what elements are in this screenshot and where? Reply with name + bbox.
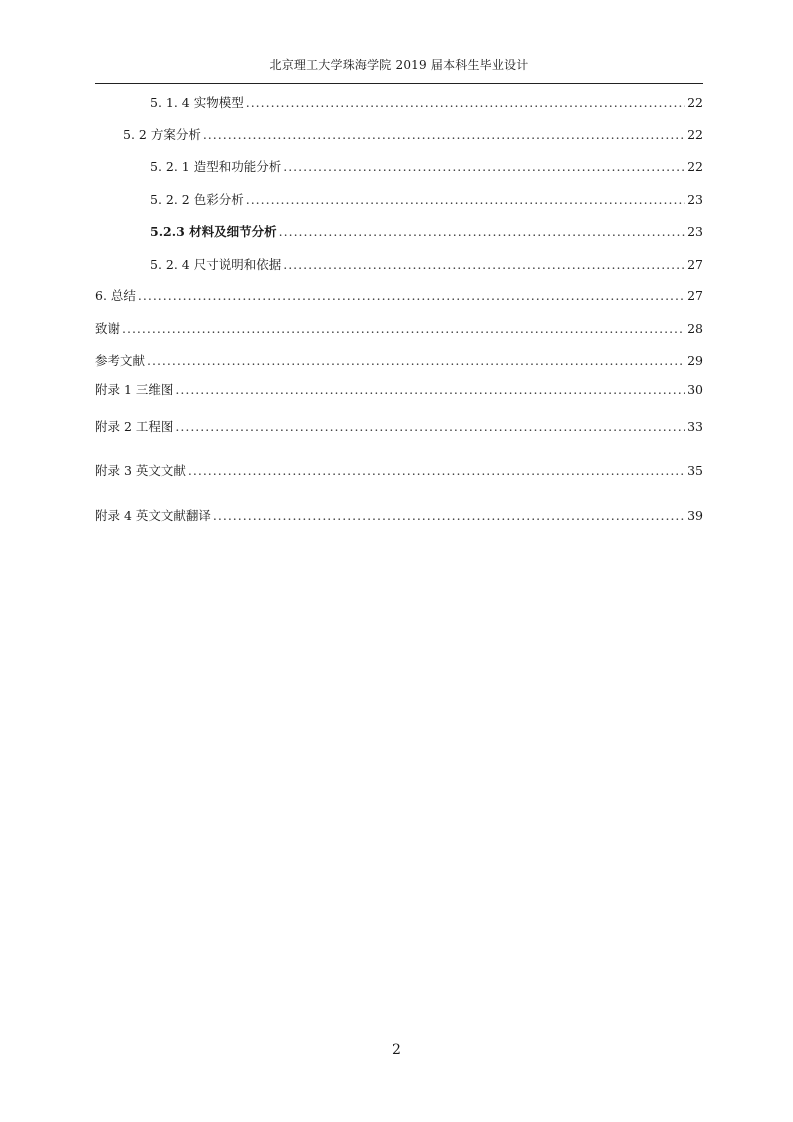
toc-entry-page: 39 bbox=[687, 508, 703, 523]
toc-entry[interactable] bbox=[95, 419, 703, 435]
toc-entry[interactable] bbox=[150, 224, 703, 240]
toc-entry[interactable] bbox=[150, 257, 703, 273]
page-number: 2 bbox=[392, 1042, 401, 1058]
toc-entry[interactable] bbox=[95, 508, 703, 524]
toc-leader-dots bbox=[246, 95, 685, 111]
toc-entry[interactable] bbox=[95, 288, 703, 304]
toc-entry-label: 5. 2. 1 造型和功能分析 bbox=[150, 159, 282, 174]
toc-entry-label: 5.2.3 材料及细节分析 bbox=[150, 224, 277, 239]
toc-entry[interactable] bbox=[150, 192, 703, 208]
toc-leader-dots bbox=[138, 288, 685, 304]
toc-leader-dots bbox=[147, 353, 685, 369]
header-rule bbox=[95, 83, 703, 84]
toc-entry-page: 22 bbox=[687, 159, 703, 174]
toc-entry-label: 附录 2 工程图 bbox=[95, 419, 174, 434]
toc-leader-dots bbox=[283, 159, 685, 175]
toc-leader-dots bbox=[188, 463, 685, 479]
toc-entry-page: 27 bbox=[687, 288, 703, 303]
toc-entry-page: 33 bbox=[687, 419, 703, 434]
toc-entry-label: 附录 1 三维图 bbox=[95, 382, 174, 397]
toc-entry-label: 附录 3 英文文献 bbox=[95, 463, 186, 478]
running-header: 北京理工大学珠海学院 2019 届本科生毕业设计 bbox=[269, 58, 529, 72]
toc-entry-label: 5. 2. 4 尺寸说明和依据 bbox=[150, 257, 282, 272]
toc-entry-label: 6. 总结 bbox=[95, 288, 136, 303]
toc-entry-label: 附录 4 英文文献翻译 bbox=[95, 508, 211, 523]
toc-entry-label: 致谢 bbox=[95, 321, 121, 336]
toc-entry-page: 22 bbox=[687, 95, 703, 110]
toc-entry-page: 27 bbox=[687, 257, 703, 272]
toc-entry-label: 5. 1. 4 实物模型 bbox=[150, 95, 244, 110]
toc-leader-dots bbox=[203, 127, 685, 143]
toc-entry-page: 23 bbox=[687, 192, 703, 207]
toc-entry[interactable] bbox=[95, 321, 703, 337]
toc-entry-page: 35 bbox=[687, 463, 703, 478]
toc-entry[interactable] bbox=[95, 353, 703, 369]
toc-entry[interactable] bbox=[150, 95, 703, 111]
toc-leader-dots bbox=[175, 382, 685, 398]
toc-leader-dots bbox=[122, 321, 685, 337]
toc-leader-dots bbox=[213, 508, 685, 524]
toc-entry-page: 23 bbox=[687, 224, 703, 239]
toc-entry[interactable] bbox=[95, 463, 703, 479]
toc-leader-dots bbox=[279, 224, 685, 240]
toc-entry-page: 30 bbox=[687, 382, 703, 397]
toc-leader-dots bbox=[283, 257, 685, 273]
toc-entry-page: 29 bbox=[687, 353, 703, 368]
toc-entry-page: 22 bbox=[687, 127, 703, 142]
toc-entry-label: 参考文献 bbox=[95, 353, 146, 368]
toc-leader-dots bbox=[246, 192, 685, 208]
toc-entry[interactable] bbox=[150, 159, 703, 175]
toc-entry[interactable] bbox=[123, 127, 703, 143]
toc-entry-label: 5. 2 方案分析 bbox=[123, 127, 201, 142]
toc-entry[interactable] bbox=[95, 382, 703, 398]
toc-entry-label: 5. 2. 2 色彩分析 bbox=[150, 192, 244, 207]
toc-entry-page: 28 bbox=[687, 321, 703, 336]
toc-leader-dots bbox=[175, 419, 685, 435]
